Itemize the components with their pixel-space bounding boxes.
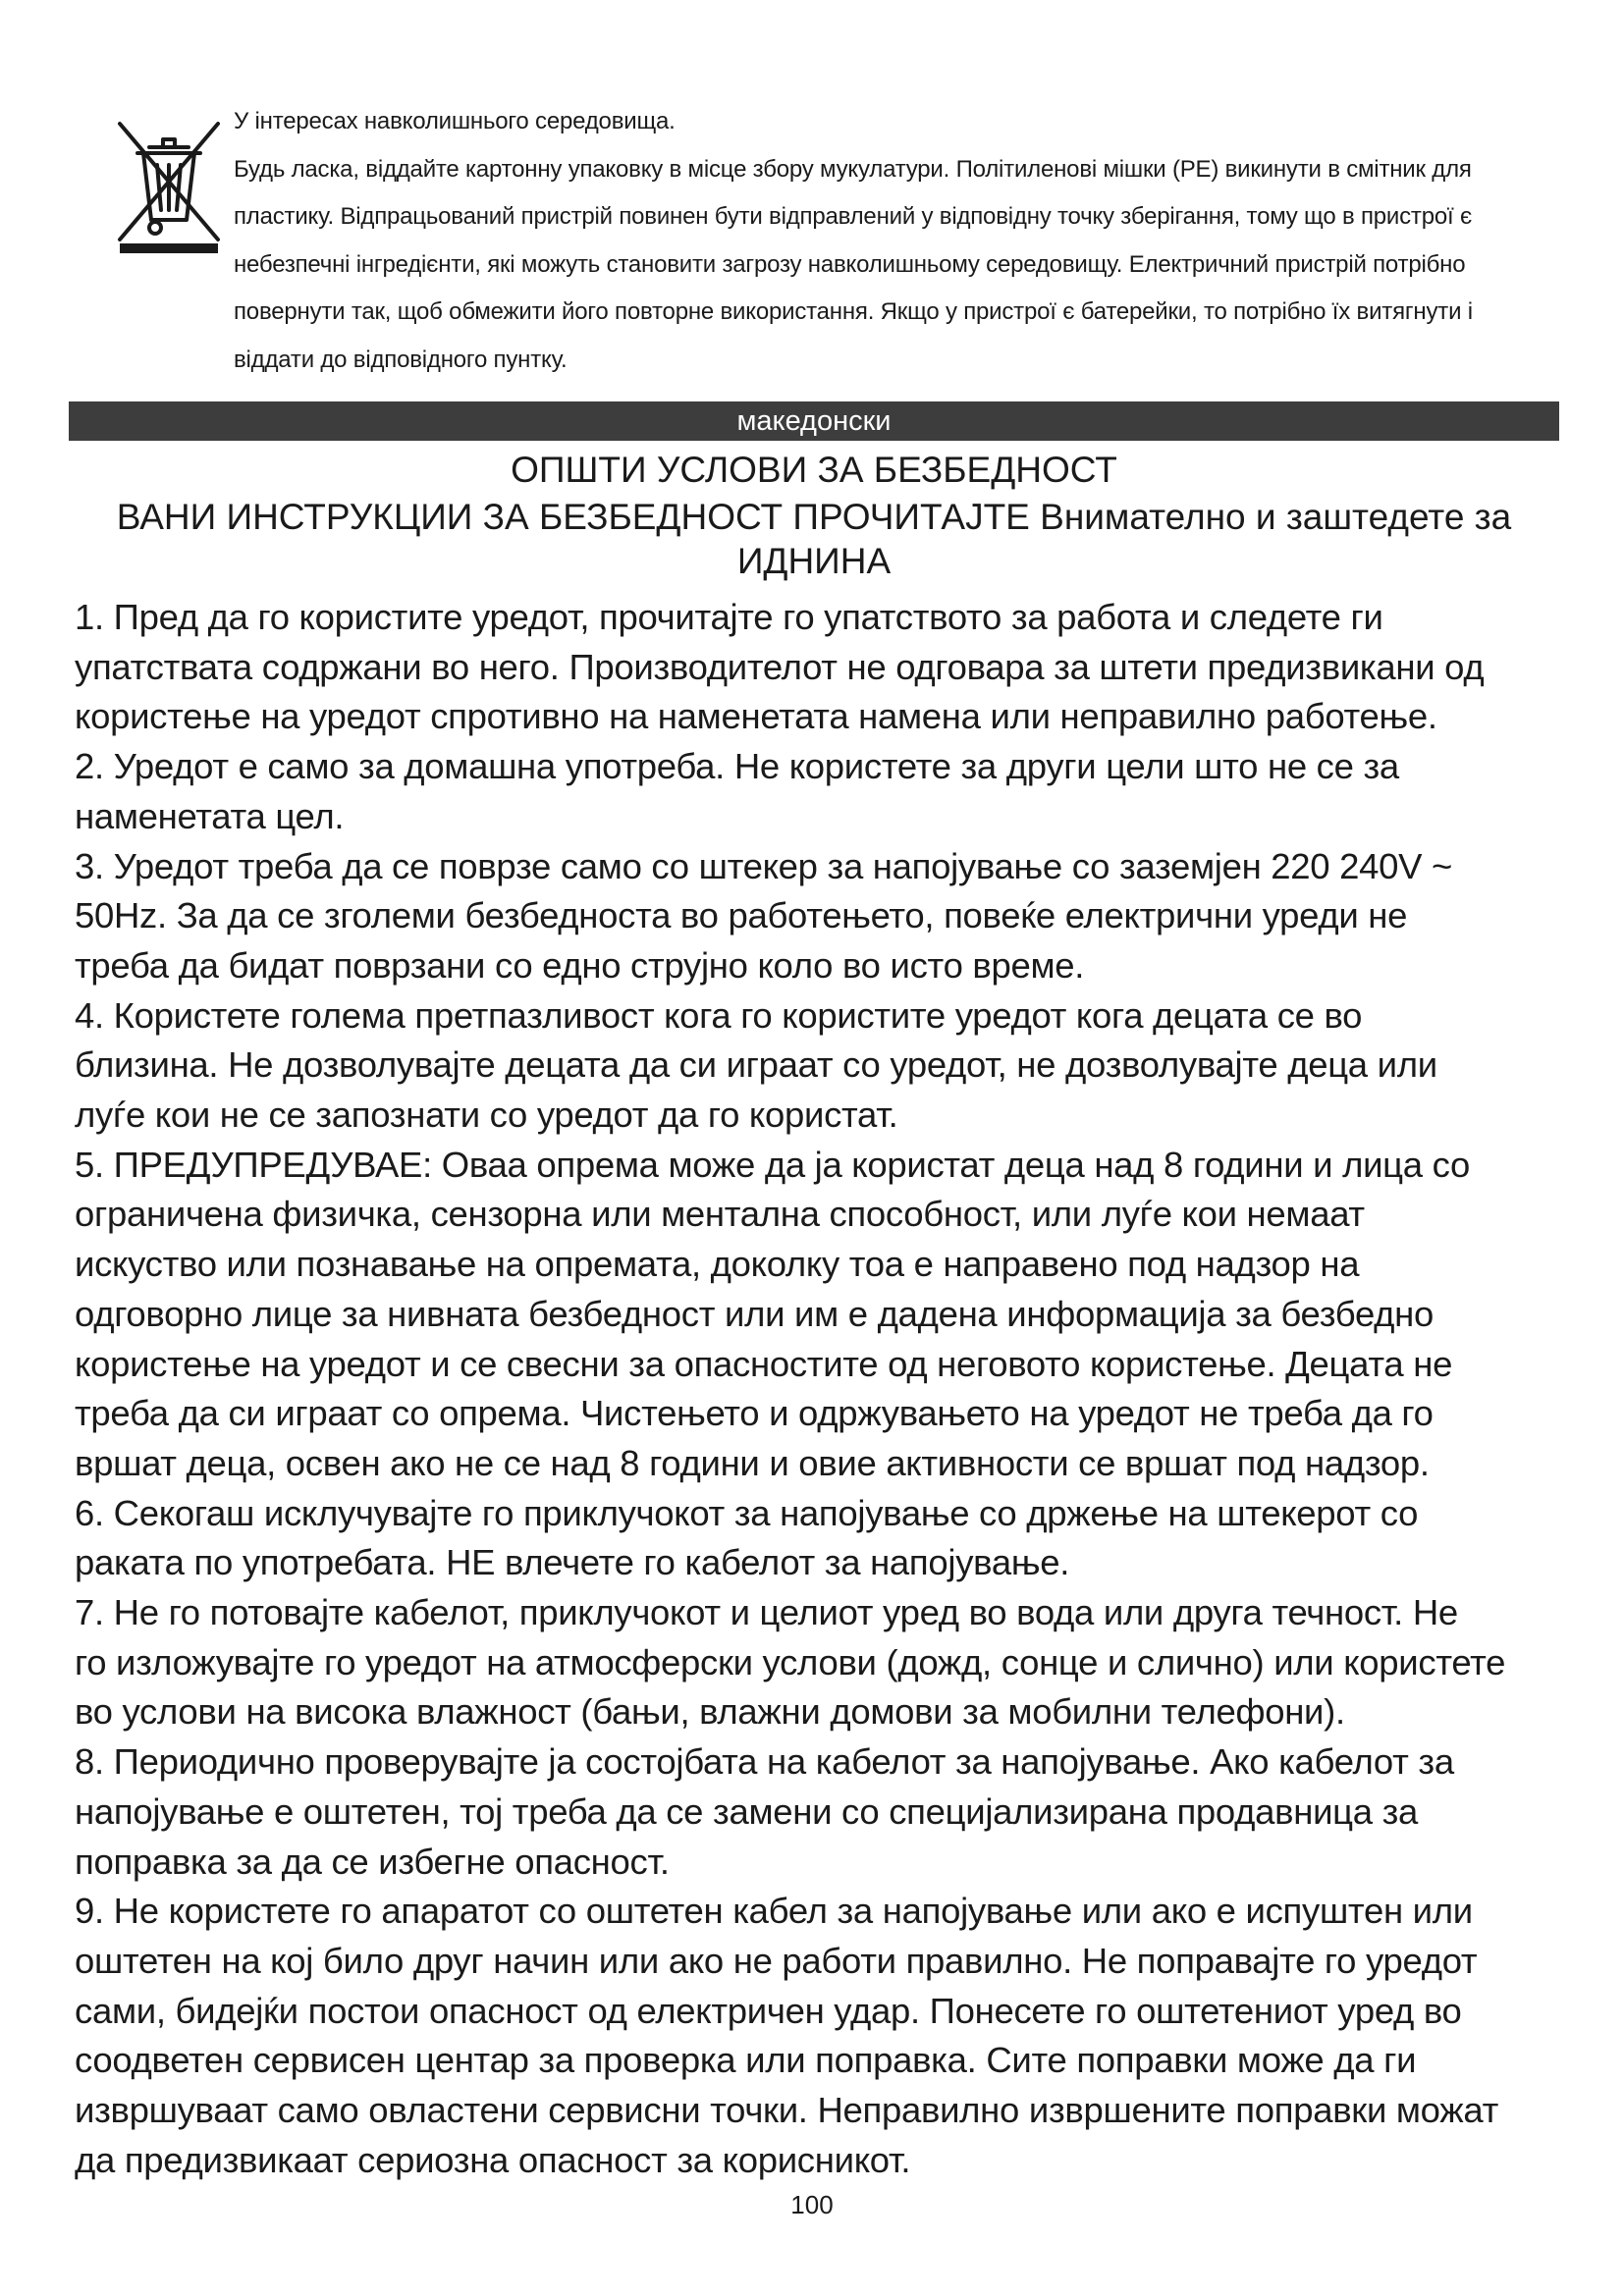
instruction-line: раката по употребата. НЕ влечете го кабелот за напојување. [75, 1542, 1070, 1583]
instruction-line: оштетен на кој било друг начин или ако не работи правилно. Не поправајте го уредот [75, 1940, 1478, 1981]
instruction-line: 9. Не користете го апаратот со оштетен кабел за напојување или ако е испуштен или [75, 1891, 1473, 1932]
instruction-line: 7. Не го потовајте кабелот, приклучокот и целиот уред во вода или друга течност. Не [75, 1592, 1458, 1633]
instruction-line: упатствата содржани во него. Производителот не одговара за штети предизвикани од [75, 646, 1485, 687]
instruction-line: одговорно лице за нивната безбедност или им е дадена информација за безбедно [75, 1293, 1435, 1334]
instruction-line: искуство или познавање на опремата, доколку тоа е направено под надзор на [75, 1244, 1360, 1285]
instruction-line: напојување е оштетен, тој треба да се замени со специјализирана продавница за [75, 1790, 1419, 1832]
eco-line: Будь ласка, віддайте картонну упаковку в місце збору мукулатури. Політиленові мішки (PE) викинути в смітник для [234, 155, 1472, 183]
instruction-line: извршуваат само овластени сервисни точки. Неправилно извршените поправки можат [75, 2090, 1499, 2131]
crossed-out-wheelie-bin-icon [116, 118, 222, 255]
instruction-line: 1. Пред да го користите уредот, прочитајте го упатството за работа и следете ги [75, 597, 1383, 637]
instruction-line: да предизвикаат сериозна опасност за корисникот. [75, 2139, 911, 2180]
page-number: 100 [790, 2190, 834, 2219]
environmental-notice-text [234, 98, 1549, 384]
eco-line: небезпечні інгредієнти, які можуть становити загрозу навколишньому середовищу. Електричний пристрій потрібно [234, 250, 1466, 278]
instruction-line: близина. Не дозволувајте децата да си играат со уредот, не дозволувајте деца или [75, 1044, 1437, 1086]
instruction-line: го изложувајте го уредот на атмосферски услови (дожд, сонце и слично) или користете [75, 1641, 1506, 1682]
instruction-line: наменетата цел. [75, 795, 345, 836]
eco-line: У інтересах навколишнього середовища. [234, 108, 676, 134]
eco-line: пластику. Відпрацьований пристрій повинен бути відправлений у відповідну точку зберігання, тому що в пристрої є [234, 203, 1472, 230]
instruction-line: соодветен сервисен центар за проверка или поправка. Сите поправки може да ги [75, 2040, 1417, 2081]
eco-line: віддати до відповідного пунтку. [234, 346, 568, 373]
instruction-line: користење на уредот спротивно на наменетата намена или неправилно работење. [75, 696, 1437, 737]
instruction-line: луѓе кои не се запознати со уредот да го користат. [75, 1095, 898, 1136]
instruction-line: користење на уредот и се свесни за опасностите од неговото користење. Децата не [75, 1343, 1453, 1384]
page-title: ОПШТИ УСЛОВИ ЗА БЕЗБЕДНОСТ [511, 450, 1117, 490]
safety-instructions [75, 593, 1567, 2186]
instruction-line: 5. ПРЕДУПРЕДУВАЕ: Оваа опрема може да ја користат деца над 8 години и лица со [75, 1144, 1470, 1185]
instruction-line: 4. Користете голема претпазливост кога го користите уредот кога децата се во [75, 994, 1363, 1036]
instruction-line: 8. Периодично проверувајте ја состојбата на кабелот за напојување. Ако кабелот за [75, 1741, 1454, 1783]
instruction-line: 3. Уредот треба да се поврзе само со штекер за напојување со заземјен 220 240V ~ [75, 845, 1453, 886]
page-subtitle: ВАНИ ИНСТРУКЦИИ ЗА БЕЗБЕДНОСТ ПРОЧИТАЈТЕ Внимателно и заштедете за ИДНИНА [116, 497, 1512, 581]
instruction-line: ограничена физичка, сензорна или ментална способност, или луѓе кои немаат [75, 1194, 1365, 1235]
instruction-line: во услови на висока влажност (бањи, влажни домови за мобилни телефони). [75, 1691, 1345, 1733]
instruction-line: вршат деца, освен ако не се над 8 години и овие активности се вршат под надзор. [75, 1442, 1430, 1483]
instruction-line: треба да бидат поврзани со едно струјно коло во исто време. [75, 944, 1085, 986]
instruction-line: 2. Уредот е само за домашна употреба. Не користете за други цели што не се за [75, 746, 1399, 787]
eco-line: повернути так, щоб обмежити його повторне використання. Якщо у пристрої є батерейки, то потрібно їх витягнути і [234, 298, 1473, 325]
language-section-bar: македонски [69, 401, 1559, 441]
instruction-line: поправка за да се избегне опасност. [75, 1841, 670, 1882]
instruction-line: 50Hz. За да се зголеми безбедноста во работењето, повеќе електрични уреди не [75, 895, 1408, 936]
instruction-line: 6. Секогаш исклучувајте го приклучокот за напојување со држење на штекерот со [75, 1492, 1419, 1533]
instruction-line: треба да си играат со опрема. Чистењето и одржувањето на уредот не треба да го [75, 1393, 1434, 1434]
instruction-line: сами, бидејќи постои опасност од електричен удар. Понесете го оштетениот уред во [75, 1990, 1462, 2031]
